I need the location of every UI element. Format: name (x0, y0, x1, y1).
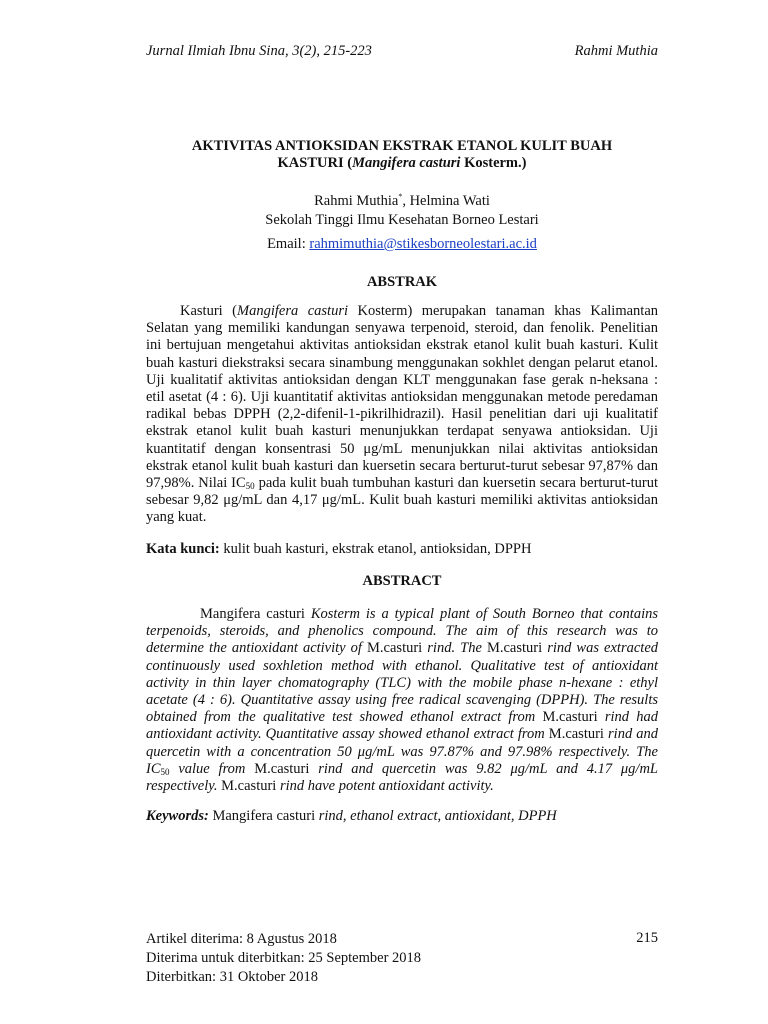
abstract-heading: ABSTRACT (362, 573, 442, 589)
journal-citation: Jurnal Ilmiah Ibnu Sina, 3(2), 215-223 (146, 43, 372, 59)
species-name: Mangifera casturi (352, 155, 461, 171)
author-names (146, 187, 658, 211)
title-line-2: KASTURI (Mangifera casturi Kosterm.) (277, 155, 527, 171)
paper-title (146, 138, 658, 172)
abstrak-paragraph: Kasturi (Mangifera casturi Kosterm) merupakan tanaman khas Kalimantan Selatan yang memiliki kandungan senyawa terpenoid, steroid, dan fenolik. Penelitian ini bertujuan mengetahui aktivitas antioksidan ekstrak etanol kulit buah kasturi. Kulit buah kasturi diekstraksi secara sinambung menggunakan sokhlet dengan pelarut etanol. Uji kualitatif aktivitas antioksidan dengan KLT menggunakan fase gerak n-heksana : etil asetat (4 : 6). Uji kuantitatif aktivitas antioksidan menggunakan metode peredaman radikal bebas DPPH (2,2-difenil-1-pikrilhidrazil). Hasil penelitian dari uji kualitatif ekstrak etanol kulit buah kasturi menunjukkan terdapat senyawa antioksidan. Uji kuantitatif dengan konsentrasi 50 μg/mL menunjukkan nilai aktivitas antioksidan ekstrak etanol kulit buah kasturi dan kuersetin secara berturut-turut sebesar 97,87% dan 97,98%. Nilai $IC_{50}$ pada kulit buah tumbuhan kasturi dan kuersetin secara berturut-turut sebesar 9,82 μg/mL dan 4,17 μg/mL. Kulit buah kasturi memiliki aktivitas antioksidan yang kuat. (146, 303, 659, 526)
kata-kunci-text: kulit buah kasturi, ekstrak etanol, antioksidan, DPPH (219, 541, 532, 557)
kata-kunci-label: Kata kunci: (146, 541, 220, 557)
article-dates (146, 930, 421, 987)
keywords: Keywords: Mangifera casturi rind, ethanol extract, antioxidant, DPPH (146, 808, 557, 824)
keywords-label: Keywords: (146, 808, 209, 824)
corresponding-mark: * (398, 192, 403, 201)
author-1: Rahmi Muthia (314, 192, 399, 209)
abstrak-heading: ABSTRAK (366, 274, 438, 290)
email-link[interactable]: rahmimuthia@stikesborneolestari.ac.id (309, 236, 537, 252)
date-received: Artikel diterima: 8 Agustus 2018 (146, 931, 337, 947)
email-line: Email: rahmimuthia@stikesborneolestari.ac.id (267, 236, 537, 252)
date-accepted: Diterima untuk diterbitkan: 25 September 2018 (146, 950, 422, 966)
date-published: Diterbitkan: 31 Oktober 2018 (146, 969, 318, 985)
abstract-paragraph: Mangifera casturi Kosterm is a typical plant of South Borneo that contains terpenoids, steroids, and phenolics compound. The aim of this research was to determine the antioxidant activity of M.casturi rind. The M.casturi rind was extracted continuously used soxhletion method with ethanol. Qualitative test of antioxidant activity in thin layer chomatography (TLC) with the mobile phase n-hexane : ethyl acetate (4 : 6). Quantitative assay using free radical scavenging (DPPH). The results obtained from the qualitative test showed ethanol extract from M.casturi rind had antioxidant activity. Quantitative assay showed ethanol extract from M.casturi rind and quercetin with a concentration 50 μg/mL was 97.87% and 97.98% respectively. The $IC_{50}$ value from M.casturi rind and quercetin was 9.82 μg/mL and 4.17 μg/mL respectively. M.casturi rind have potent antioxidant activity. (146, 606, 659, 795)
running-author: Rahmi Muthia (574, 43, 658, 59)
authors-block (146, 187, 658, 230)
title-line-1: AKTIVITAS ANTIOKSIDAN EKSTRAK ETANOL KULIT BUAH (191, 138, 613, 154)
author-2: , Helmina Wati (402, 192, 490, 209)
affiliation: Sekolah Tinggi Ilmu Kesehatan Borneo Lestari (265, 211, 539, 228)
kata-kunci (146, 541, 658, 558)
page-number: 215 (636, 930, 658, 946)
